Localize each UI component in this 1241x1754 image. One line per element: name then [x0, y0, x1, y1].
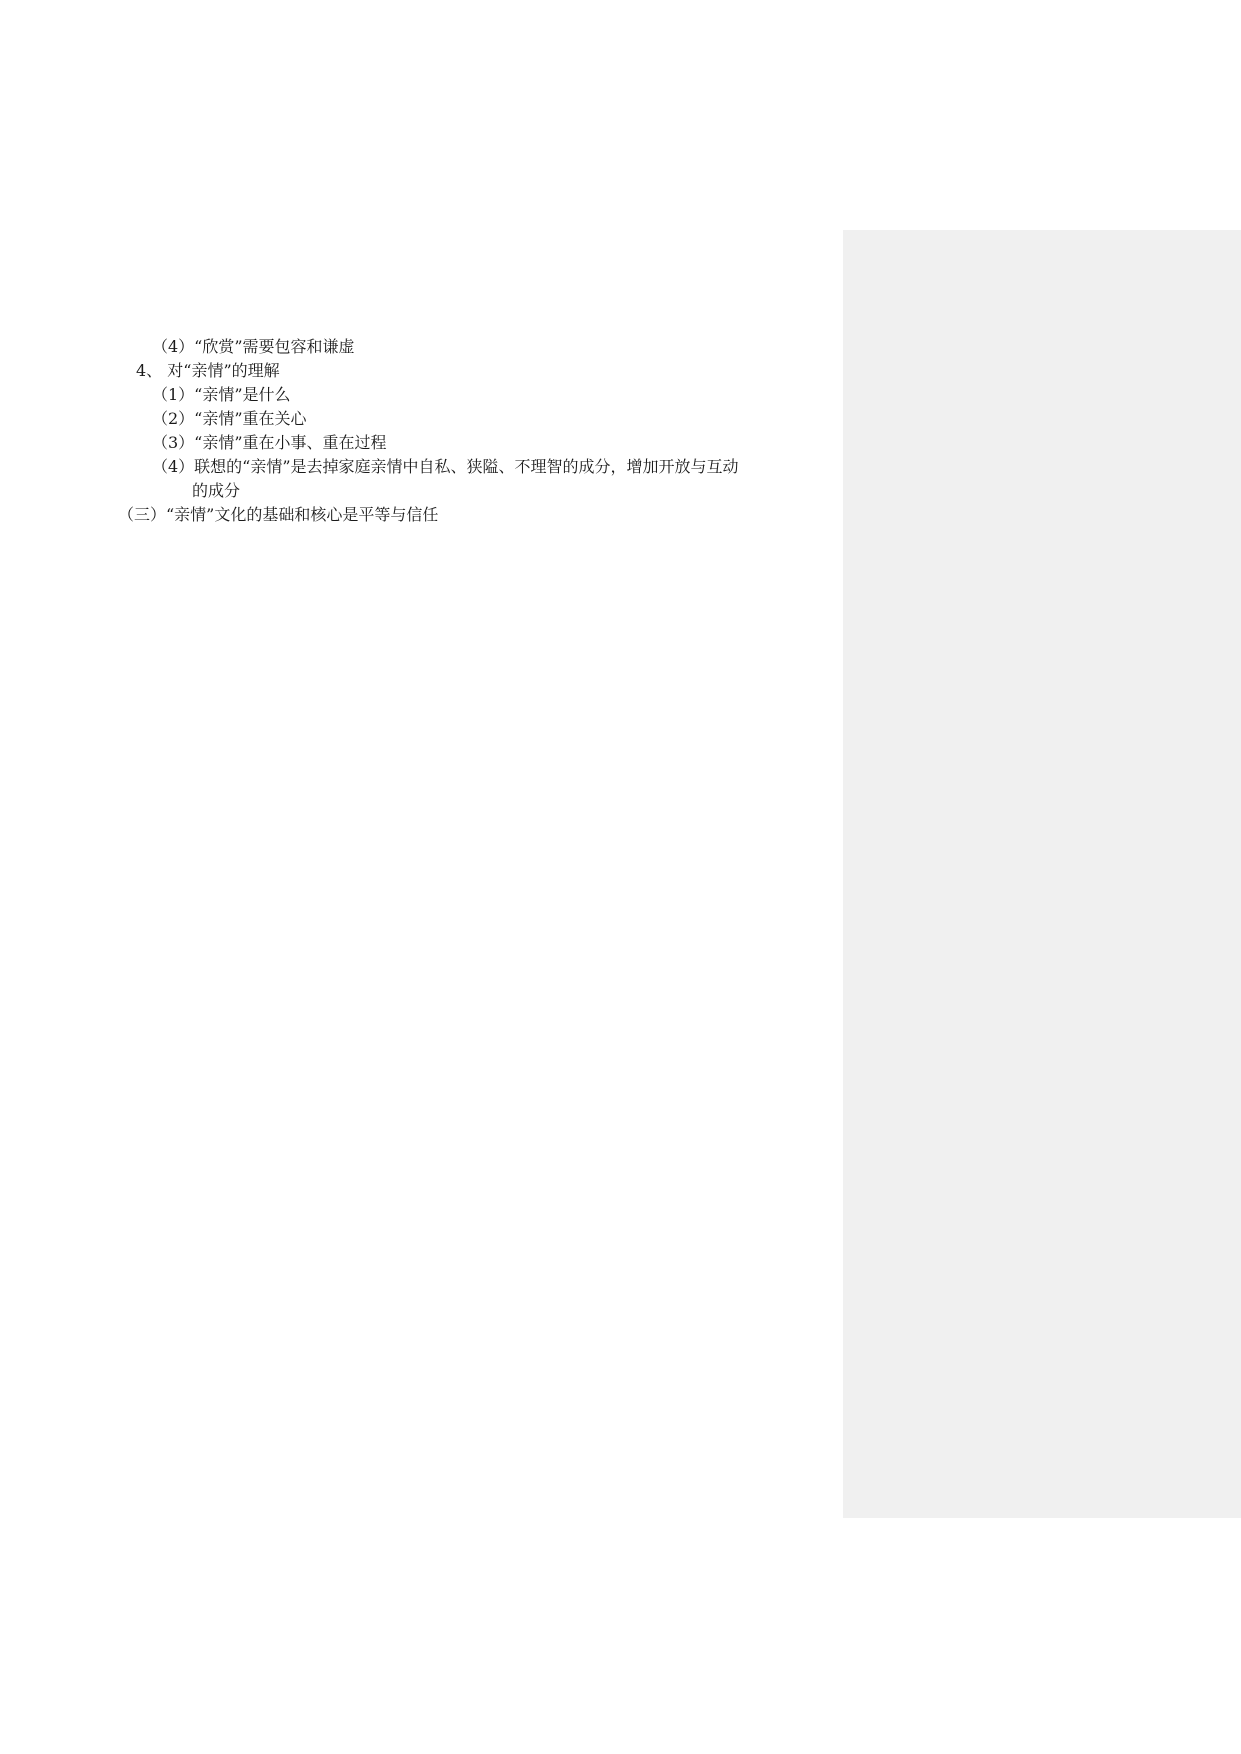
toc-entry: （三）“亲情”文化的基础和核心是平等与信任 — [118, 505, 439, 524]
toc-entry: （3）“亲情”重在小事、重在过程 — [152, 433, 387, 452]
toc-entry: （2）“亲情”重在关心 — [152, 409, 307, 428]
toc-entry: （1）“亲情”是什么 — [152, 385, 291, 404]
toc-entry: 4、 对“亲情”的理解 — [136, 361, 280, 380]
comment-pane — [843, 230, 1241, 1518]
toc-entry: （4）联想的“亲情”是去掉家庭亲情中自私、狭隘、不理智的成分，增加开放与互动 — [152, 457, 739, 476]
toc-entry: （4）“欣赏”需要包容和谦虚 — [152, 337, 355, 356]
toc-entry: 的成分 — [192, 481, 241, 500]
